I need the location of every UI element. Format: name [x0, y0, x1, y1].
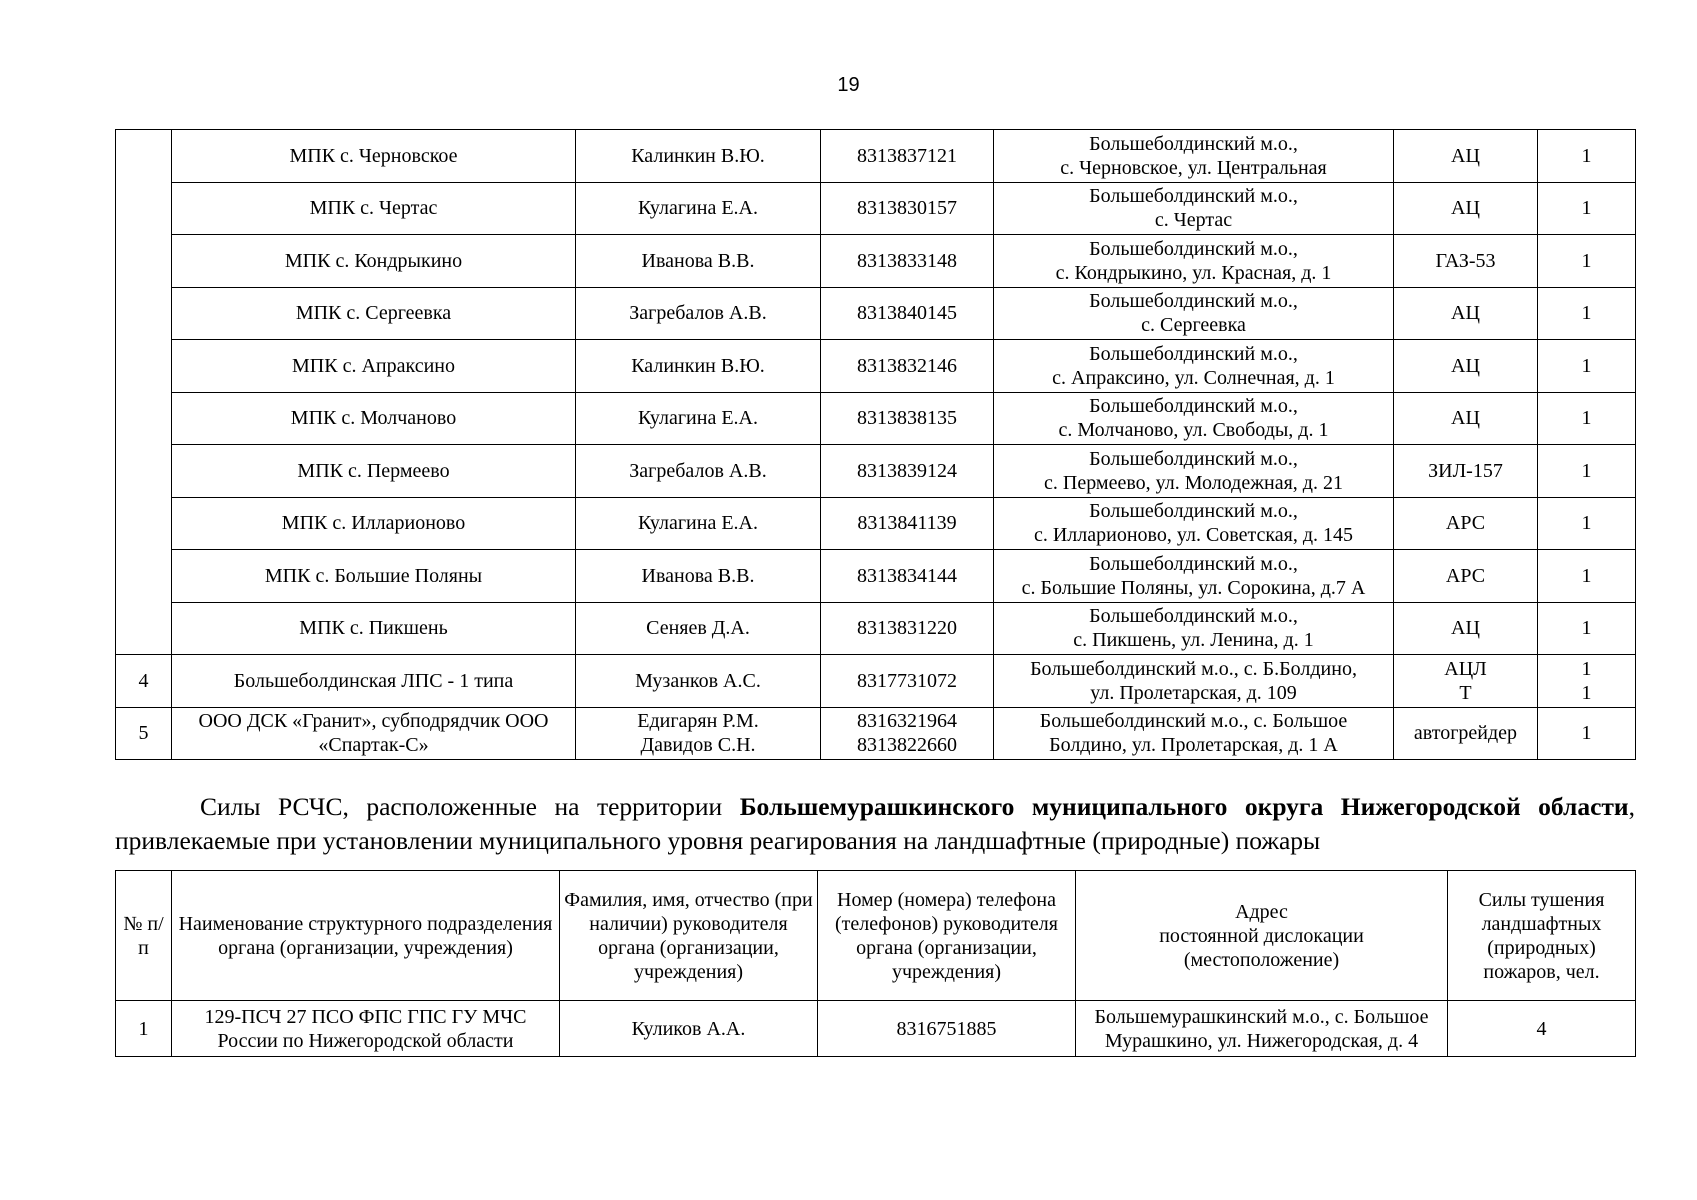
- table-row: [116, 287, 1636, 340]
- cell-phone: 8316751885: [818, 1001, 1076, 1057]
- cell-head: Иванова В.В.: [576, 235, 821, 288]
- cell-head: Музанков А.С.: [576, 655, 821, 708]
- cell-count: 1: [1538, 235, 1636, 288]
- cell-equipment: ГАЗ-53: [1394, 235, 1538, 288]
- cell-address: Большеболдинский м.о., с. Апраксино, ул. Солнечная, д. 1: [994, 340, 1394, 393]
- cell-address: Большеболдинский м.о., с. Молчаново, ул. Свободы, д. 1: [994, 392, 1394, 445]
- cell-num: [116, 130, 172, 655]
- cell-count: 1: [1538, 287, 1636, 340]
- cell-phone: 8313832146: [821, 340, 994, 393]
- header-num: № п/п: [116, 871, 172, 1001]
- cell-count: 1: [1538, 497, 1636, 550]
- cell-equipment: АЦ: [1394, 340, 1538, 393]
- cell-equipment: автогрейдер: [1394, 707, 1538, 760]
- cell-phone: 8313833148: [821, 235, 994, 288]
- cell-num: 5: [116, 707, 172, 760]
- cell-num: 1: [116, 1001, 172, 1057]
- cell-head: Кулагина Е.А.: [576, 497, 821, 550]
- table-row: [116, 655, 1636, 708]
- cell-head: Едигарян Р.М. Давидов С.Н.: [576, 707, 821, 760]
- cell-count: 1: [1538, 340, 1636, 393]
- cell-phone: 8313837121: [821, 130, 994, 183]
- cell-name: МПК с. Чертас: [172, 182, 576, 235]
- header-name: Наименование структурного подразделения органа (организации, учреждения): [172, 871, 560, 1001]
- cell-name: МПК с. Пермеево: [172, 445, 576, 498]
- cell-name: Большеболдинская ЛПС - 1 типа: [172, 655, 576, 708]
- cell-address: Большеболдинский м.о., с. Сергеевка: [994, 287, 1394, 340]
- header-head: Фамилия, имя, отчество (при наличии) руководителя органа (организации, учреждения): [560, 871, 818, 1001]
- cell-count: 1: [1538, 445, 1636, 498]
- table-row: [116, 340, 1636, 393]
- cell-name: МПК с. Большие Поляны: [172, 550, 576, 603]
- header-phone: Номер (номера) телефона (телефонов) руководителя органа (организации, учреждения): [818, 871, 1076, 1001]
- cell-address: Большеболдинский м.о., с. Пикшень, ул. Ленина, д. 1: [994, 602, 1394, 655]
- cell-head: Иванова В.В.: [576, 550, 821, 603]
- cell-address: Большеболдинский м.о., с. Большое Болдино, ул. Пролетарская, д. 1 А: [994, 707, 1394, 760]
- table-header-row: [116, 871, 1636, 1001]
- cell-phone: 8313839124: [821, 445, 994, 498]
- cell-name: МПК с. Кондрыкино: [172, 235, 576, 288]
- cell-equipment: АЦ: [1394, 130, 1538, 183]
- cell-equipment: АЦ: [1394, 392, 1538, 445]
- cell-name: МПК с. Апраксино: [172, 340, 576, 393]
- cell-head: Куликов А.А.: [560, 1001, 818, 1057]
- cell-address: Большеболдинский м.о., с. Чертас: [994, 182, 1394, 235]
- cell-count: 1: [1538, 707, 1636, 760]
- cell-name: МПК с. Илларионово: [172, 497, 576, 550]
- cell-phone: 8313841139: [821, 497, 994, 550]
- cell-name: МПК с. Пикшень: [172, 602, 576, 655]
- cell-count: 1: [1538, 550, 1636, 603]
- table-row: [116, 445, 1636, 498]
- table-row: [116, 550, 1636, 603]
- cell-count: 1: [1538, 182, 1636, 235]
- units-table-continued: [115, 129, 1636, 760]
- cell-phone: 8313838135: [821, 392, 994, 445]
- cell-count: 1: [1538, 130, 1636, 183]
- cell-equipment: АЦЛ Т: [1394, 655, 1538, 708]
- cell-address: Большемурашкинский м.о., с. Большое Мурашкино, ул. Нижегородская, д. 4: [1076, 1001, 1448, 1057]
- table-row: [116, 235, 1636, 288]
- cell-head: Загребалов А.В.: [576, 445, 821, 498]
- bolshemurashkinsky-forces-table: [115, 870, 1636, 1057]
- header-forces: Силы тушения ландшафтных (природных) пожаров, чел.: [1448, 871, 1636, 1001]
- cell-phone: 8316321964 8313822660: [821, 707, 994, 760]
- cell-equipment: АЦ: [1394, 602, 1538, 655]
- cell-count: 1: [1538, 392, 1636, 445]
- cell-address: Большеболдинский м.о., с. Б.Болдино, ул. Пролетарская, д. 109: [994, 655, 1394, 708]
- cell-forces: 4: [1448, 1001, 1636, 1057]
- cell-equipment: АРС: [1394, 497, 1538, 550]
- table-row: [116, 1001, 1636, 1057]
- section-heading: Силы РСЧС, расположенные на территории Большемурашкинского муниципального округа Нижегородской области, привлекаемые при установлении муниципального уровня реагирования на ландшафтные (природные) пожары: [115, 792, 1635, 855]
- district-name: Большемурашкинского муниципального округа Нижегородской области: [739, 792, 1629, 821]
- cell-num: 4: [116, 655, 172, 708]
- cell-head: Загребалов А.В.: [576, 287, 821, 340]
- cell-address: Большеболдинский м.о., с. Большие Поляны, ул. Сорокина, д.7 А: [994, 550, 1394, 603]
- cell-equipment: АЦ: [1394, 287, 1538, 340]
- cell-head: Калинкин В.Ю.: [576, 340, 821, 393]
- cell-head: Кулагина Е.А.: [576, 392, 821, 445]
- cell-head: Сеняев Д.А.: [576, 602, 821, 655]
- cell-address: Большеболдинский м.о., с. Кондрыкино, ул. Красная, д. 1: [994, 235, 1394, 288]
- cell-head: Калинкин В.Ю.: [576, 130, 821, 183]
- cell-head: Кулагина Е.А.: [576, 182, 821, 235]
- table-row: [116, 130, 1636, 183]
- table-row: [116, 497, 1636, 550]
- cell-address: Большеболдинский м.о., с. Илларионово, ул. Советская, д. 145: [994, 497, 1394, 550]
- cell-name: МПК с. Черновское: [172, 130, 576, 183]
- cell-phone: 8313834144: [821, 550, 994, 603]
- table-row: [116, 602, 1636, 655]
- page-number: 19: [837, 74, 860, 96]
- table-row: [116, 392, 1636, 445]
- cell-count: 1: [1538, 602, 1636, 655]
- cell-name: ООО ДСК «Гранит», субподрядчик ООО «Спартак-С»: [172, 707, 576, 760]
- header-address: Адрес постоянной дислокации (местоположение): [1076, 871, 1448, 1001]
- cell-name: МПК с. Молчаново: [172, 392, 576, 445]
- table-row: [116, 707, 1636, 760]
- cell-equipment: АЦ: [1394, 182, 1538, 235]
- cell-phone: 8313840145: [821, 287, 994, 340]
- table-row: [116, 182, 1636, 235]
- cell-count: 1 1: [1538, 655, 1636, 708]
- cell-name: 129-ПСЧ 27 ПСО ФПС ГПС ГУ МЧС России по Нижегородской области: [172, 1001, 560, 1057]
- cell-equipment: АРС: [1394, 550, 1538, 603]
- cell-phone: 8313831220: [821, 602, 994, 655]
- cell-name: МПК с. Сергеевка: [172, 287, 576, 340]
- cell-phone: 8317731072: [821, 655, 994, 708]
- cell-address: Большеболдинский м.о., с. Черновское, ул. Центральная: [994, 130, 1394, 183]
- cell-address: Большеболдинский м.о., с. Пермеево, ул. Молодежная, д. 21: [994, 445, 1394, 498]
- cell-equipment: ЗИЛ-157: [1394, 445, 1538, 498]
- cell-phone: 8313830157: [821, 182, 994, 235]
